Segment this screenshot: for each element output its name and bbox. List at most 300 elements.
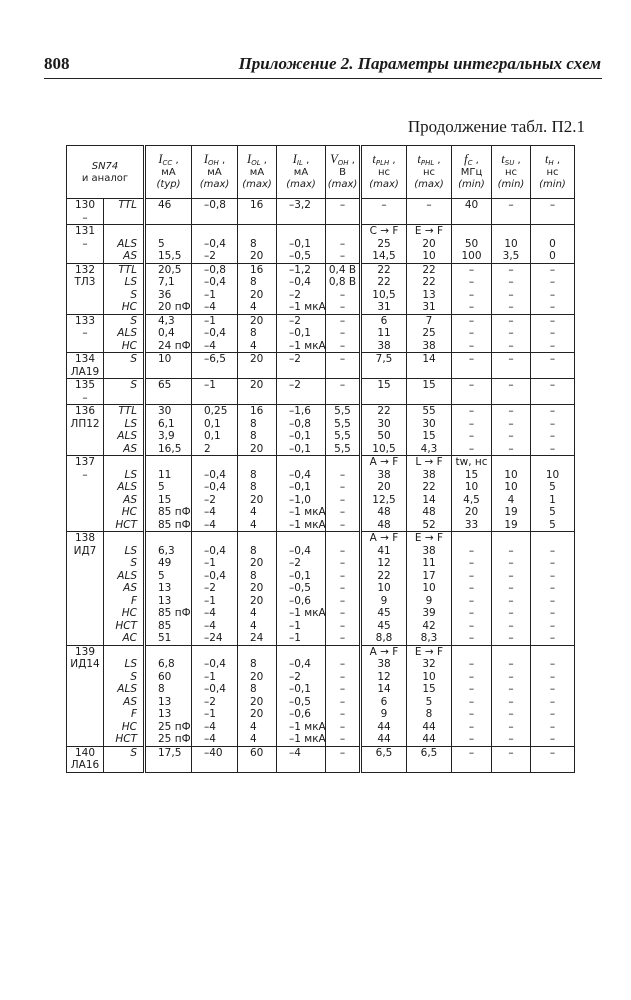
cell-value: 20	[250, 379, 264, 391]
cell-value: –	[508, 353, 514, 365]
cell-value: –	[468, 683, 475, 695]
cell-value: 32	[422, 658, 436, 670]
cell-value: 17,5	[158, 746, 182, 759]
cell-value: 38	[377, 658, 391, 670]
spacer	[531, 646, 574, 659]
header-iil: $I_{IL}$ , мА (max)	[277, 146, 326, 199]
cell-value: 45	[377, 607, 391, 619]
cell-value: –	[339, 250, 346, 262]
voh-cell	[326, 379, 361, 405]
cell-value: 22	[377, 405, 391, 417]
cell-value: –4	[204, 619, 216, 632]
iil-cell	[277, 405, 326, 456]
header-sub: H	[548, 159, 554, 168]
cell-value: 4	[250, 607, 257, 619]
cell-value: –	[508, 683, 514, 695]
cell-value: –	[468, 733, 475, 745]
cell-value: 5,5	[334, 442, 351, 455]
cell-value: 22	[377, 276, 391, 288]
cell-value: –2	[204, 582, 216, 594]
cell-value: –	[468, 607, 475, 619]
cell-value: –0,8	[204, 263, 226, 276]
cell-value: 0,4	[158, 327, 175, 339]
ioh-cell	[192, 263, 238, 314]
cell-value: 0,4 В	[328, 263, 357, 276]
cell-value: 100	[461, 250, 482, 262]
icc-cell	[145, 225, 192, 264]
spacer	[277, 225, 325, 238]
cell-value: 44	[422, 733, 436, 745]
header-sub: CC	[162, 159, 173, 168]
cell-value: ALS	[117, 481, 137, 493]
cell-value: 5	[158, 237, 165, 250]
cell-value: –0,6	[289, 708, 311, 720]
cell-value: 20	[250, 288, 264, 301]
cell-value: 6	[380, 314, 388, 327]
table-row	[67, 532, 575, 646]
cell-value: 20	[250, 582, 264, 594]
cell-value: 20	[250, 442, 264, 455]
th-cell	[531, 532, 575, 646]
cell-value: 0	[549, 250, 556, 262]
cell-value: 25	[377, 237, 391, 250]
cell-value: HC	[121, 339, 137, 352]
table-continuation-label: Продолжение табл. П2.1	[407, 117, 585, 136]
device-analog: ЛП12	[70, 417, 100, 430]
cell-value: 1	[549, 493, 556, 506]
cell-value: 15	[422, 379, 436, 391]
device-number: 133	[74, 314, 96, 327]
tplh-cell	[361, 405, 407, 456]
cell-value: 14	[422, 493, 436, 506]
tphl-cell	[407, 645, 452, 746]
device-number: 138	[74, 532, 96, 544]
cell-value: 20 пФ	[158, 301, 191, 313]
table-row	[67, 225, 575, 264]
cell-value: E → F	[414, 645, 444, 658]
iil-cell	[277, 199, 326, 225]
cell-value: –	[339, 582, 346, 594]
spacer	[192, 456, 237, 469]
table-row	[67, 263, 575, 314]
cell-value: 20	[250, 314, 264, 327]
cell-value: 6	[380, 695, 388, 708]
spacer	[104, 646, 143, 659]
header-cond: (typ)	[156, 179, 181, 191]
cell-value: 20	[250, 708, 264, 720]
table-body	[67, 199, 575, 773]
series-cell	[104, 225, 145, 264]
cell-value: –2	[289, 353, 301, 365]
spacer	[492, 456, 530, 469]
spacer	[146, 532, 191, 545]
cell-value: –	[549, 658, 556, 670]
voh-cell	[326, 532, 361, 646]
cell-value: –1	[204, 288, 216, 301]
header-rule	[44, 78, 602, 79]
iol-cell	[238, 645, 277, 746]
cell-value: 30	[422, 417, 436, 430]
cell-value: HC	[121, 301, 137, 313]
cell-value: –4	[204, 607, 216, 619]
cell-value: 6,8	[158, 658, 175, 670]
cell-value: 25 пФ	[158, 733, 191, 745]
cell-value: –	[549, 288, 556, 301]
cell-value: HC	[121, 506, 137, 518]
device-number: 134	[74, 353, 96, 365]
spacer	[492, 532, 530, 545]
cell-value: TTL	[118, 405, 137, 417]
cell-value: –	[339, 569, 346, 582]
iil-cell	[277, 379, 326, 405]
iil-cell	[277, 314, 326, 353]
cell-value: 44	[377, 720, 391, 733]
cell-value: –	[339, 481, 346, 493]
cell-value: –	[508, 544, 514, 557]
cell-value: LS	[124, 544, 137, 557]
cell-value: 4	[250, 339, 257, 352]
cell-value: S	[130, 314, 137, 327]
cell-value: E → F	[414, 532, 444, 544]
cell-value: –	[468, 263, 475, 276]
cell-value: 60	[250, 746, 264, 759]
cell-value: 17	[422, 569, 436, 582]
cell-value: TTL	[118, 263, 137, 276]
tsu-cell	[492, 379, 531, 405]
cell-value: –	[468, 569, 475, 582]
ioh-cell	[192, 225, 238, 264]
cell-value: 24	[250, 632, 264, 644]
table-row	[67, 645, 575, 746]
tphl-cell	[407, 405, 452, 456]
tplh-cell	[361, 263, 407, 314]
header-icc: $I_{CC}$ , мА (typ)	[145, 146, 192, 199]
cell-value: 38	[422, 544, 436, 557]
iol-cell	[238, 532, 277, 646]
cell-value: –4	[204, 733, 216, 745]
cell-value: 10	[504, 237, 518, 250]
cell-value: 36	[158, 288, 172, 301]
cell-value: –0,8	[289, 417, 311, 430]
spacer	[492, 646, 530, 659]
cell-value: 13	[158, 695, 172, 708]
cell-value: –	[508, 632, 514, 644]
header-sub: SU	[504, 159, 515, 168]
cell-value: 15	[377, 379, 391, 391]
header-sym: I	[203, 152, 209, 167]
header-cond: (max)	[369, 179, 399, 191]
cell-value: 4	[250, 518, 257, 531]
icc-cell	[145, 263, 192, 314]
cell-value: –	[468, 301, 475, 313]
th-cell	[531, 314, 575, 353]
cell-value: –0,4	[289, 468, 311, 481]
spacer	[531, 532, 574, 545]
header-unit: МГц	[460, 166, 483, 178]
cell-value: –1,0	[289, 493, 311, 506]
cell-value: –	[508, 720, 514, 733]
series-cell	[104, 379, 145, 405]
cell-value: 16	[250, 199, 264, 211]
cell-value: –0,4	[204, 237, 226, 250]
cell-value: –4	[204, 720, 216, 733]
spacer	[277, 456, 325, 469]
cell-value: 15,5	[158, 250, 182, 262]
cell-value: 8	[250, 481, 257, 493]
ioh-cell	[192, 456, 238, 532]
cell-value: 20	[422, 237, 436, 250]
cell-value: 85 пФ	[158, 518, 191, 531]
cell-value: –0,5	[289, 250, 311, 262]
cell-value: –	[549, 557, 556, 569]
cell-value: 7,5	[375, 353, 393, 365]
cell-value: 4,3	[420, 442, 438, 455]
spacer	[192, 532, 237, 545]
cell-value: 9	[380, 708, 388, 720]
cell-value: 8,3	[420, 632, 438, 644]
icc-cell	[145, 314, 192, 353]
cell-value: –	[549, 733, 556, 745]
cell-value: 10	[158, 353, 172, 365]
cell-value: –	[549, 339, 556, 352]
cell-value: 20	[250, 695, 264, 708]
cell-value: L → F	[415, 456, 443, 468]
cell-value: 30	[158, 405, 172, 417]
cell-value: S	[130, 353, 137, 365]
cell-value: 3,5	[502, 250, 520, 262]
cell-value: 24 пФ	[158, 339, 191, 352]
header-sub: OH	[208, 159, 219, 168]
spacer	[277, 532, 325, 545]
tsu-cell	[492, 405, 531, 456]
cell-value: –	[549, 594, 556, 607]
cell-value: 4	[507, 493, 515, 506]
icc-cell	[145, 353, 192, 379]
cell-value: 5	[158, 481, 165, 493]
cell-value: 9	[380, 594, 388, 607]
cell-value: –	[549, 582, 556, 594]
cell-value: AS	[123, 493, 137, 506]
voh-cell	[326, 746, 361, 772]
header-cond: (max)	[327, 179, 358, 191]
spacer	[531, 225, 574, 238]
spacer	[192, 225, 237, 238]
spacer	[238, 456, 276, 469]
header-sym: I	[158, 152, 163, 167]
cell-value: 0,1	[204, 430, 221, 442]
voh-cell	[326, 199, 361, 225]
cell-value: 22	[422, 481, 436, 493]
spacer	[104, 532, 143, 545]
cell-value: AS	[123, 442, 137, 455]
th-cell	[531, 405, 575, 456]
cell-value: –	[549, 327, 556, 339]
cell-value: –	[339, 314, 346, 327]
cell-value: 85	[158, 619, 172, 632]
iil-cell	[277, 645, 326, 746]
header-sub: OL	[251, 159, 261, 168]
cell-value: –	[468, 442, 475, 455]
cell-value: –24	[204, 632, 223, 644]
header-sym: t	[417, 152, 421, 167]
spacer	[238, 225, 276, 238]
iil-cell	[277, 353, 326, 379]
cell-value: 10	[464, 481, 479, 493]
series-cell	[104, 199, 145, 225]
cell-value: 4	[250, 301, 257, 313]
cell-value: 38	[377, 339, 391, 352]
cell-value: –	[508, 288, 514, 301]
tsu-cell	[492, 645, 531, 746]
spacer	[326, 646, 359, 659]
cell-value: –	[508, 199, 514, 211]
cell-value: –	[468, 276, 475, 288]
tplh-cell	[361, 314, 407, 353]
cell-value: 20	[250, 250, 264, 262]
cell-value: –0,8	[204, 199, 226, 211]
cell-value: –	[549, 708, 556, 720]
header-sub: C	[467, 159, 473, 168]
cell-value: ALS	[117, 237, 137, 250]
cell-value: –	[339, 544, 346, 557]
cell-value: –	[468, 430, 475, 442]
cell-value: –1,6	[289, 405, 311, 417]
cell-value: F	[130, 708, 137, 720]
cell-value: –	[339, 746, 346, 759]
cell-value: 10,5	[372, 288, 396, 301]
fc-cell	[452, 379, 492, 405]
cell-value: 6,5	[375, 746, 393, 759]
cell-value: –1	[204, 314, 216, 327]
cell-value: –	[508, 658, 514, 670]
table-row	[67, 353, 575, 379]
cell-value: 5	[425, 695, 433, 708]
cell-value: 25 пФ	[158, 720, 191, 733]
header-unit: нс	[546, 166, 559, 178]
cell-value: 8,8	[375, 632, 393, 644]
cell-value: –1	[289, 619, 301, 632]
cell-value: –	[508, 314, 514, 327]
voh-cell	[326, 225, 361, 264]
cell-value: 7	[425, 314, 433, 327]
cell-value: HCT	[115, 733, 137, 745]
cell-value: –0,4	[289, 276, 311, 288]
header-sym: t	[501, 152, 505, 167]
ioh-cell	[192, 405, 238, 456]
cell-value: LS	[124, 276, 137, 288]
spacer	[238, 532, 276, 545]
header-cond: (min)	[539, 179, 566, 191]
cell-value: –	[549, 417, 556, 430]
series-cell	[104, 405, 145, 456]
cell-value: –	[549, 430, 556, 442]
cell-value: –0,1	[289, 237, 311, 250]
cell-value: –	[468, 632, 475, 644]
cell-value: 12,5	[372, 493, 396, 506]
cell-value: –	[339, 670, 346, 683]
header-device-line1: SN74	[91, 160, 119, 172]
tsu-cell	[492, 314, 531, 353]
cell-value: 4,3	[158, 314, 175, 327]
cell-value: 12	[377, 670, 391, 683]
cell-value: AS	[123, 582, 137, 594]
cell-value: 5	[549, 481, 556, 493]
header-device	[67, 146, 145, 199]
device-cell	[67, 456, 104, 532]
cell-value: 44	[422, 720, 436, 733]
cell-value: F	[130, 594, 137, 607]
table-row	[67, 746, 575, 772]
cell-value: 0,1	[204, 417, 221, 430]
cell-value: –	[339, 327, 346, 339]
cell-value: A → F	[369, 456, 399, 468]
device-analog: ИД7	[73, 544, 97, 557]
voh-cell	[326, 314, 361, 353]
cell-value: –	[339, 683, 346, 695]
tplh-cell	[361, 199, 407, 225]
cell-value: 4,5	[463, 493, 480, 506]
header-cond: (max)	[242, 179, 272, 191]
icc-cell	[145, 379, 192, 405]
cell-value: 31	[422, 301, 436, 313]
cell-value: –	[339, 288, 346, 301]
cell-value: –	[468, 746, 475, 759]
cell-value: 15	[422, 683, 436, 695]
cell-value: –	[468, 594, 475, 607]
fc-cell	[452, 456, 492, 532]
table-row	[67, 199, 575, 225]
cell-value: –0,1	[289, 327, 311, 339]
tphl-cell	[407, 314, 452, 353]
device-cell	[67, 199, 104, 225]
header-cond: (min)	[497, 179, 525, 191]
tplh-cell	[361, 746, 407, 772]
cell-value: 55	[422, 405, 436, 417]
cell-value: –	[468, 417, 475, 430]
cell-value: TTL	[118, 199, 137, 211]
parameters-table	[66, 145, 575, 773]
cell-value: 4	[250, 619, 257, 632]
cell-value: 48	[377, 518, 391, 531]
cell-value: 44	[377, 733, 391, 745]
header-tsu: $t_{SU}$ , нс (min)	[492, 146, 531, 199]
iil-cell	[277, 263, 326, 314]
cell-value: 7,1	[158, 276, 175, 288]
cell-value: –0,4	[289, 544, 311, 557]
th-cell	[531, 645, 575, 746]
header-cond: (min)	[458, 179, 485, 191]
cell-value: –40	[204, 746, 223, 759]
spacer	[192, 646, 237, 659]
spacer	[326, 456, 359, 469]
cell-value: –	[549, 276, 556, 288]
cell-value: –4	[289, 746, 301, 759]
cell-value: 14	[422, 353, 436, 365]
cell-value: 5	[158, 569, 165, 582]
ioh-cell	[192, 746, 238, 772]
cell-value: –	[549, 683, 556, 695]
cell-value: 4	[250, 506, 257, 518]
fc-cell	[452, 405, 492, 456]
cell-value: HC	[121, 720, 137, 733]
cell-value: –	[549, 544, 556, 557]
cell-value: –	[508, 594, 514, 607]
cell-value: –0,4	[204, 683, 226, 695]
cell-value: ALS	[117, 430, 137, 442]
tphl-cell	[407, 353, 452, 379]
cell-value: –2	[289, 557, 301, 569]
cell-value: 60	[158, 670, 172, 683]
